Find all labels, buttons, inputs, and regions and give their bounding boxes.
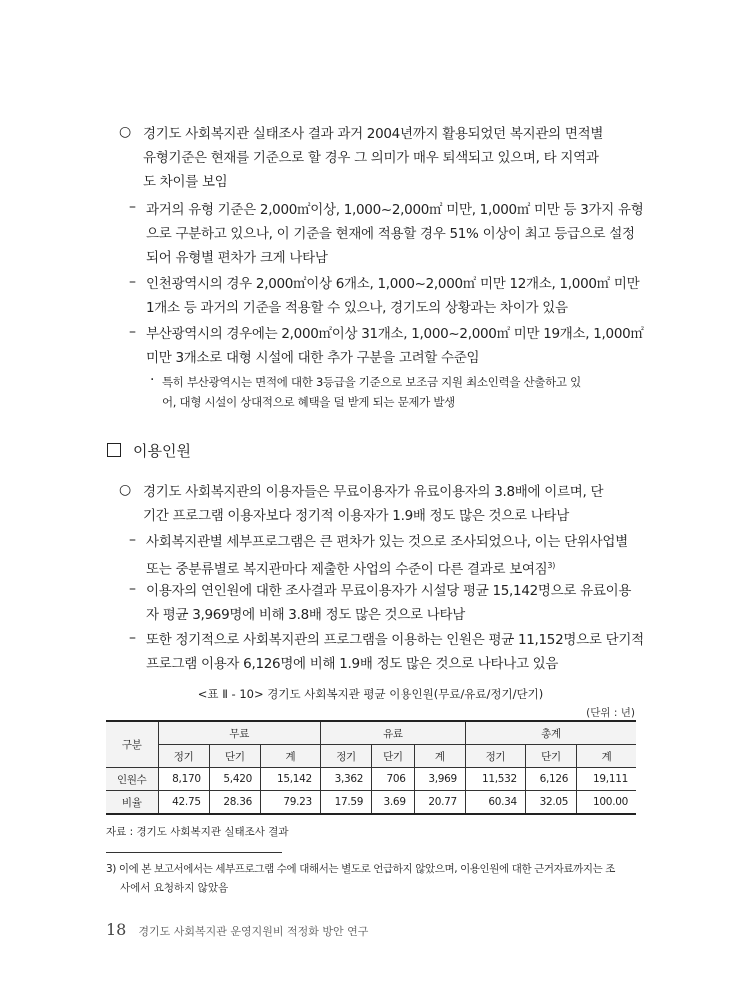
group-header: 총계 (465, 721, 636, 745)
circle-bullet: ○ (119, 124, 132, 140)
row-label: 비율 (106, 791, 158, 815)
section1-main-paragraph: 경기도 사회복지관 실태조사 결과 과거 2004년까지 활용되었던 복지관의 면적별 유형기준은 현재를 기준으로 할 경우 그 의미가 매우 퇴색되고 있으며, 타 지역과 도 차이를 보임 (143, 126, 604, 190)
square-bullet-icon (107, 443, 121, 457)
table-cell: 28.36 (209, 791, 260, 815)
table-cell: 11,532 (465, 768, 525, 791)
footnote: 3) 이에 본 보고서에서는 세부프로그램 수에 대해서는 별도로 언급하지 않았으며, 이용인원에 대한 근거자료까지는 조 사에서 요청하지 않았음 (106, 863, 616, 894)
row-label: 인원수 (106, 768, 158, 791)
dash-bullet: – (129, 274, 136, 290)
sub-header: 단기 (209, 745, 260, 768)
sub-header: 단기 (525, 745, 576, 768)
footnote-reference: 3) (547, 561, 556, 570)
table-cell: 3,362 (320, 768, 371, 791)
table-cell: 79.23 (260, 791, 320, 815)
table-row (106, 768, 636, 791)
circle-bullet: ○ (119, 482, 132, 498)
table-header-row (106, 721, 636, 745)
table-cell: 706 (372, 768, 415, 791)
dash-bullet: – (129, 630, 136, 646)
section1-sub1-paragraph: 과거의 유형 기준은 2,000㎡이상, 1,000~2,000㎡ 미만, 1,000㎡ 미만 등 3가지 유형 으로 구분하고 있으나, 이 기준을 현재에 적용할 경우 51% 이상이 최고 등급으로 설정 되어 유형별 편차가 크게 나타남 (146, 202, 644, 266)
table-cell: 42.75 (158, 791, 209, 815)
sub-header: 정기 (158, 745, 209, 768)
section1-sub3-paragraph: 부산광역시의 경우에는 2,000㎡이상 31개소, 1,000~2,000㎡ 미만 19개소, 1,000㎡ 미만 3개소로 대형 시설에 대한 추가 구분을 고려할 수준임 (146, 326, 644, 366)
sub-header: 정기 (465, 745, 525, 768)
footnote-divider (106, 852, 282, 853)
section2-heading: 이용인원 (107, 440, 191, 462)
sub-header: 정기 (320, 745, 371, 768)
sub-header: 계 (260, 745, 320, 768)
table-cell: 19,111 (577, 768, 636, 791)
group-header: 무료 (158, 721, 320, 745)
dash-bullet: – (129, 199, 136, 215)
dot-bullet: · (150, 372, 155, 388)
dash-bullet: – (129, 324, 136, 340)
section2-sub2-paragraph: 이용자의 연인원에 대한 조사결과 무료이용자가 시설당 평균 15,142명으로 유료이용 자 평균 3,969명에 비해 3.8배 정도 많은 것으로 나타남 (146, 583, 632, 623)
section1-note-paragraph: 특히 부산광역시는 면적에 대한 3등급을 기준으로 보조금 지원 최소인력을 산출하고 있 어, 대형 시설이 상대적으로 혜택을 덜 받게 되는 문제가 발생 (162, 375, 581, 409)
section1-sub2-paragraph: 인천광역시의 경우 2,000㎡이상 6개소, 1,000~2,000㎡ 미만 12개소, 1,000㎡ 미만 1개소 등 과거의 기준을 적용할 수 있으나, 경기도의 상황과는 차이가 있음 (146, 276, 640, 316)
table-subheader-row (106, 745, 636, 768)
sub-header: 계 (414, 745, 465, 768)
table-cell: 3,969 (414, 768, 465, 791)
sub-header: 계 (577, 745, 636, 768)
group-header: 유료 (320, 721, 465, 745)
table-cell: 3.69 (372, 791, 415, 815)
table-cell: 60.34 (465, 791, 525, 815)
table-row (106, 791, 636, 815)
dash-bullet: – (129, 532, 136, 548)
table-corner-header: 구분 (106, 721, 158, 768)
section2-sub3-paragraph: 또한 정기적으로 사회복지관의 프로그램을 이용하는 인원은 평균 11,152명으로 단기적 프로그램 이용자 6,126명에 비해 1.9배 정도 많은 것으로 나타나고 있음 (146, 632, 644, 672)
table-caption: <표 Ⅱ - 10> 경기도 사회복지관 평균 이용인원(무료/유료/정기/단기) (197, 687, 544, 701)
table-cell: 17.59 (320, 791, 371, 815)
dash-bullet: – (129, 581, 136, 597)
sub-header: 단기 (372, 745, 415, 768)
page-footer (106, 920, 368, 939)
table-cell: 100.00 (577, 791, 636, 815)
usage-stats-table (106, 720, 636, 815)
table-cell: 8,170 (158, 768, 209, 791)
section2-sub1-paragraph: 사회복지관별 세부프로그램은 큰 편차가 있는 것으로 조사되었으나, 이는 단위사업별 또는 중분류별로 복지관마다 제출한 사업의 수준이 다른 결과로 보여짐$^{3)}$ (146, 534, 628, 578)
table-cell: 5,420 (209, 768, 260, 791)
table-unit: (단위 : 년) (586, 707, 635, 719)
table-cell: 6,126 (525, 768, 576, 791)
footer-title: 경기도 사회복지관 운영지원비 적정화 방안 연구 (138, 925, 369, 938)
table-cell: 20.77 (414, 791, 465, 815)
table-cell: 15,142 (260, 768, 320, 791)
section2-main-paragraph: 경기도 사회복지관의 이용자들은 무료이용자가 유료이용자의 3.8배에 이르며, 단 기간 프로그램 이용자보다 정기적 이용자가 1.9배 정도 많은 것으로 나타남 (143, 484, 604, 524)
page-number: 18 (106, 920, 127, 939)
table-cell: 32.05 (525, 791, 576, 815)
table-source: 자료 : 경기도 사회복지관 실태조사 결과 (106, 826, 289, 838)
